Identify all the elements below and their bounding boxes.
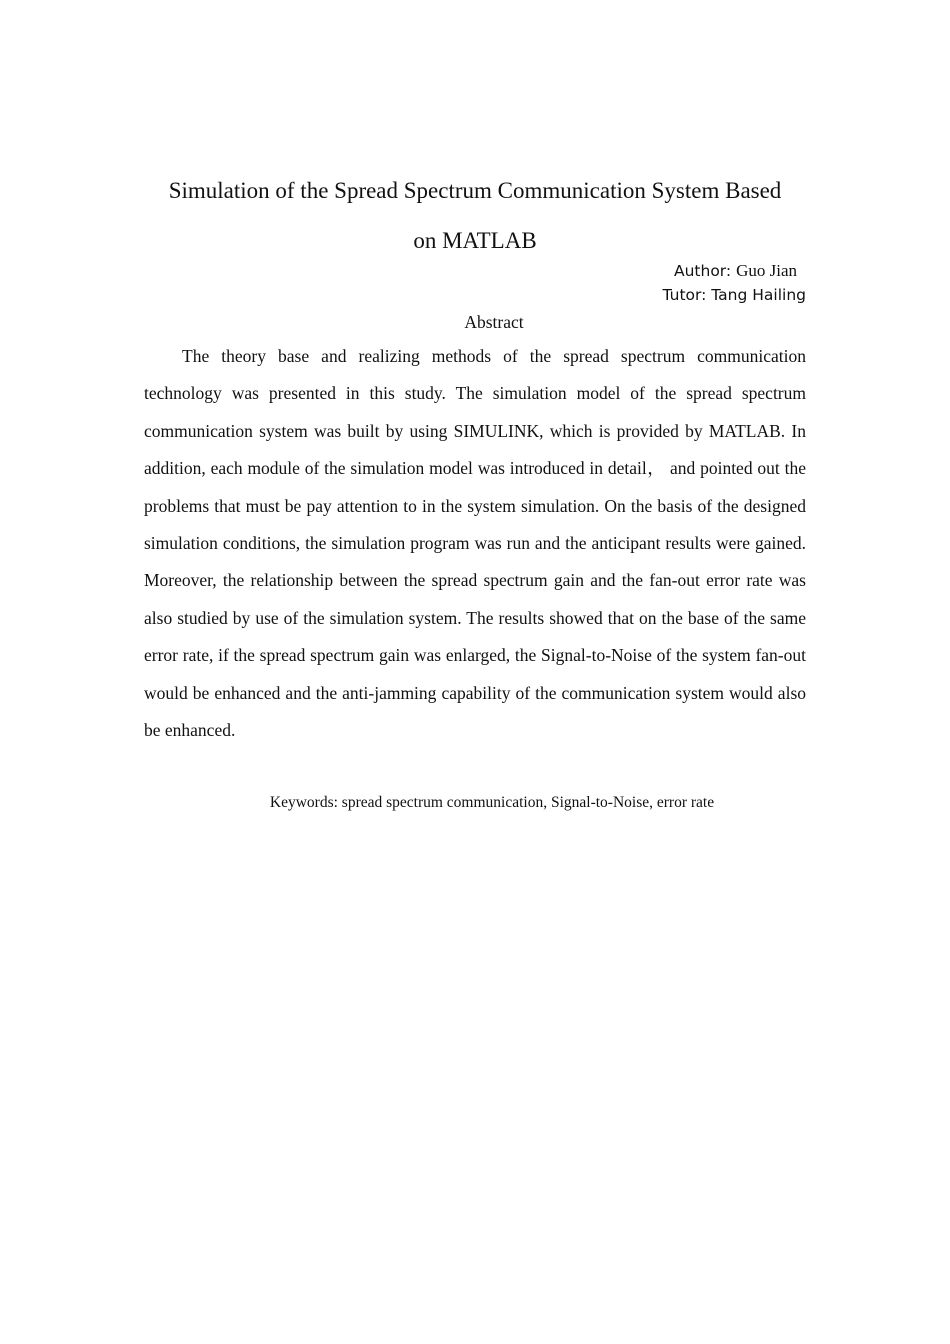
author-name: Guo Jian <box>736 261 797 280</box>
abstract-body: The theory base and realizing methods of the spread spectrum communication technology was presented in this study. The simulation model of the spread spectrum communication system was built by using SIMULINK, which is provided by MATLAB. In addition, each module of the simulation model was introduced in detail， and pointed out the problems that must be pay attention to in the system simulation. On the basis of the designed simulation conditions, the simulation program was run and the anticipant results were gained. Moreover, the relationship between the spread spectrum gain and the fan-out error rate was also studied by use of the simulation system. The results showed that on the base of the same error rate, if the spread spectrum gain was enlarged, the Signal-to-Noise of the system fan-out would be enhanced and the anti-jamming capability of the communication system would also be enhanced. <box>144 346 806 741</box>
tutor-name: Tang Hailing <box>711 286 806 304</box>
author-line <box>674 261 797 281</box>
tutor-line <box>663 285 807 305</box>
paper-title-line-1: Simulation of the Spread Spectrum Communication System Based <box>168 178 782 203</box>
paper-title <box>144 166 806 266</box>
abstract-heading: Abstract <box>464 312 524 332</box>
author-label: Author: <box>674 262 732 280</box>
tutor-label: Tutor: <box>662 286 707 304</box>
keywords: Keywords: spread spectrum communication, Signal-to-Noise, error rate <box>269 794 715 811</box>
paper-title-line-2: on MATLAB <box>413 228 537 253</box>
